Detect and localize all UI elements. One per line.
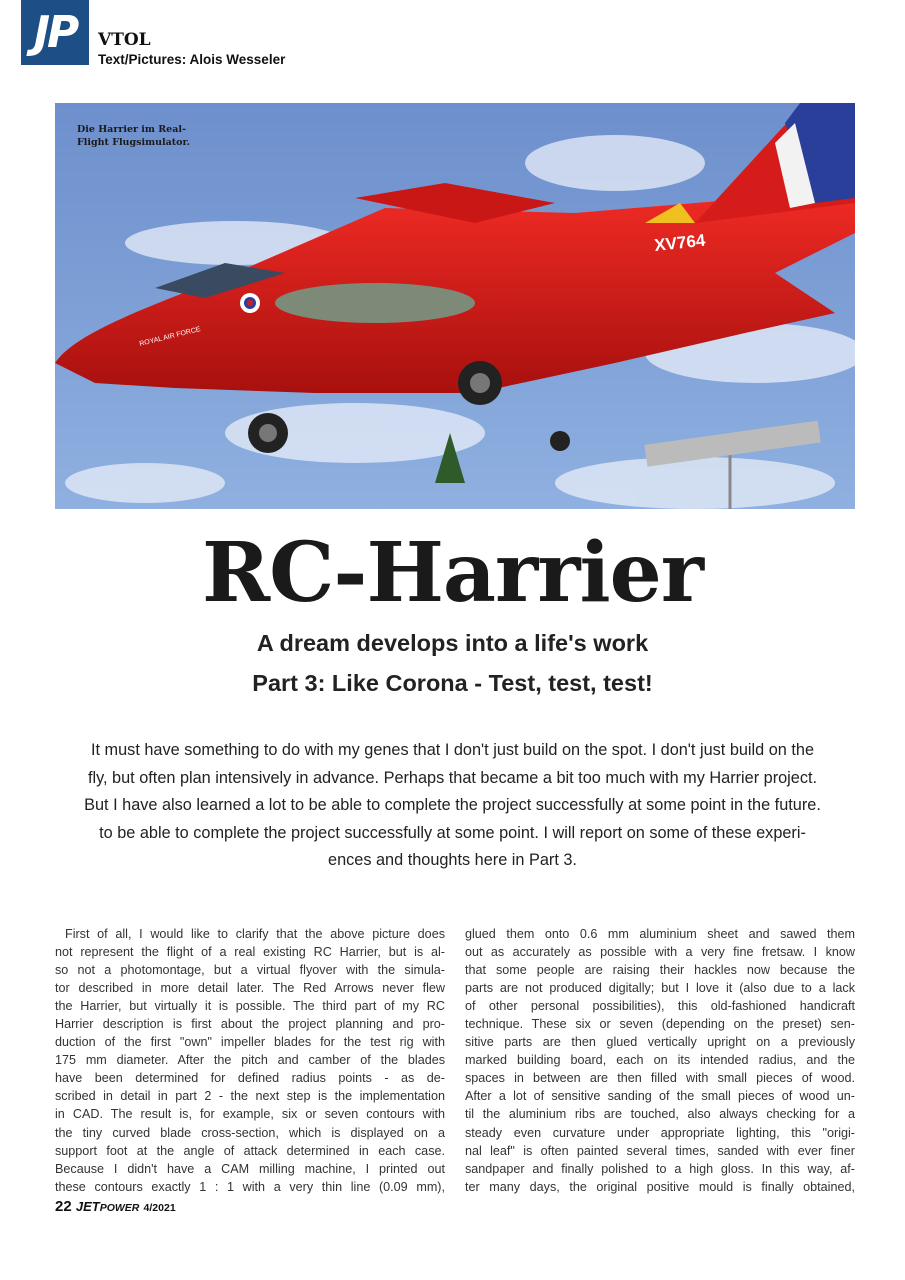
page-number: 22 [55, 1198, 72, 1215]
body-line: steady even curvature under appropriate lighting, this "origi- [465, 1125, 855, 1140]
body-line: of other personal possibilities), this old-fashioned handicraft [465, 999, 855, 1014]
body-line: duction of the first "own" impeller blades for the test rig with [55, 1035, 445, 1050]
body-line: out as accurately as possible with a very fine fretsaw. I know [465, 945, 855, 960]
magazine-logo: JP [21, 0, 89, 65]
body-line: Harrier description is first about the project planning and pro- [55, 1017, 445, 1032]
body-line: First of all, I would like to clarify that the above picture does [65, 927, 445, 941]
article-part-title: Part 3: Like Corona - Test, test, test! [252, 670, 653, 696]
body-line: have been determined for defined radius points - as de- [55, 1071, 445, 1086]
body-line: not represent the flight of a real existing RC Harrier, but is al- [55, 945, 445, 960]
photo-caption: Die Harrier im Real-Flight Flugsimulator. [77, 124, 190, 148]
section-label: VTOL [98, 30, 151, 50]
body-column-right [465, 925, 855, 1196]
intro-line: ences and thoughts here in Part 3. [328, 851, 577, 870]
aircraft-serial: XV764 [653, 230, 707, 255]
author-credit: Text/Pictures: Alois Wesseler [98, 52, 286, 67]
body-line: til the aluminium ribs are touched, also always checking for a [465, 1107, 855, 1122]
intro-line: It must have something to do with my genes that I don't just build on the spot. I don't just build on the [90, 741, 815, 759]
body-line: sitive parts are then glued vertically upright on a previously [465, 1035, 855, 1050]
harrier-photo [55, 103, 855, 509]
body-line: so not a photomontage, but a virtual flyover with the simula- [55, 963, 445, 978]
body-line: glued them onto 0.6 mm aluminium sheet and sawed them [465, 927, 855, 941]
body-line: in CAD. The result is, for example, six or seven contours with [55, 1107, 445, 1122]
body-line: Because I didn't have a CAM milling machine, I printed out [55, 1161, 445, 1176]
body-line: that some people are raising their hackles now because the [465, 963, 855, 978]
body-line: ter many days, the original positive mould is finally obtained, [465, 1179, 855, 1194]
body-line: 175 mm diameter. After the pitch and camber of the blades [55, 1053, 445, 1068]
body-line: After a lot of sensitive sanding of the small pieces of wood un- [465, 1089, 855, 1104]
body-line: nal leaf" is often painted several times, sanded with ever finer [465, 1143, 855, 1158]
article-title: RC-Harrier [202, 525, 703, 621]
body-line: scribed in detail in part 2 - the next step is the implementation [55, 1089, 445, 1104]
body-line: sandpaper and finally polished to a high gloss. In this way, af- [465, 1161, 855, 1176]
intro-line: But I have also learned a lot to be able to complete the project successfully at some point in the future. [84, 796, 821, 815]
body-line: parts are not produced digitally; but I love it (also due to a lack [465, 981, 855, 996]
body-line: tor described in more detail later. The Red Arrows never flew [55, 981, 445, 996]
body-line: support foot at the angle of attack determined in each case. [55, 1143, 445, 1158]
body-line: the tiny curved blade cross-section, which is displayed on a [55, 1125, 445, 1140]
body-line: these contours exactly 1 : 1 with a very thin line (0.09 mm), [55, 1179, 445, 1194]
body-line: spaces in between are then filled with small pieces of wood. [465, 1071, 855, 1086]
body-line: the Harrier, but virtually it is possible. The third part of my RC [55, 999, 445, 1014]
magazine-name-jet: JET [75, 1199, 100, 1214]
aircraft-marking: ROYAL AIR FORCE [138, 325, 202, 348]
page-footer [55, 1198, 176, 1215]
issue-number: 4/2021 [143, 1202, 176, 1214]
magazine-name-power: POWER [99, 1202, 140, 1214]
body-column-left [55, 925, 445, 1196]
intro-line: fly, but often plan intensively in advance. Perhaps that became a bit too much with my Harrier project. [87, 768, 818, 787]
intro-paragraph [40, 737, 865, 875]
intro-line: to be able to complete the project successfully at some point. I will report on some of these experi- [99, 823, 806, 842]
body-line: marked building board, each on its intended radius, and the [465, 1053, 855, 1068]
article-subtitle: A dream develops into a life's work [256, 630, 649, 656]
body-line: technique. These six or seven (depending on the preset) sen- [465, 1017, 855, 1032]
